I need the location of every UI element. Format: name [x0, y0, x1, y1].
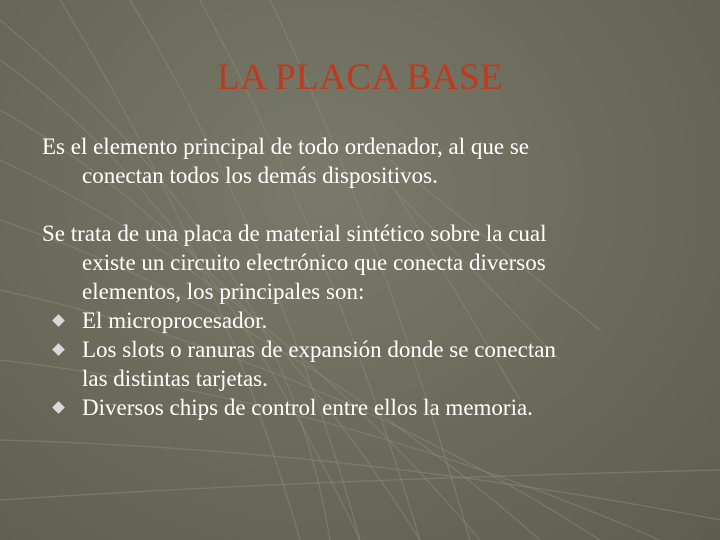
slide-body	[42, 132, 682, 422]
diamond-bullet-icon	[52, 401, 65, 414]
list-item-text: El microprocesador.	[82, 308, 268, 333]
paragraph-description-line2: existe un circuito electrónico que conecta diversos	[82, 250, 546, 275]
paragraph-intro	[42, 132, 682, 190]
paragraph-description-line1: Se trata de una placa de material sintético sobre la cual	[42, 221, 547, 246]
paragraph-intro-line1: Es el elemento principal de todo ordenador, al que se	[42, 134, 530, 159]
list-item-text: Los slots o ranuras de expansión donde se conectan	[82, 337, 556, 362]
paragraph-intro-line2: conectan todos los demás dispositivos.	[82, 163, 438, 188]
list-item	[42, 393, 682, 422]
paragraph-description-line3: elementos, los principales son:	[82, 279, 365, 304]
list-item	[42, 306, 682, 335]
slide-title: LA PLACA BASE	[216, 57, 504, 98]
paragraph-description	[42, 219, 682, 306]
list-item-text: Diversos chips de control entre ellos la memoria.	[82, 395, 533, 420]
bullet-list	[42, 306, 682, 422]
diamond-bullet-icon	[52, 314, 65, 327]
list-item	[42, 335, 682, 393]
diamond-bullet-icon	[52, 343, 65, 356]
list-item-text-continued: las distintas tarjetas.	[82, 366, 268, 391]
